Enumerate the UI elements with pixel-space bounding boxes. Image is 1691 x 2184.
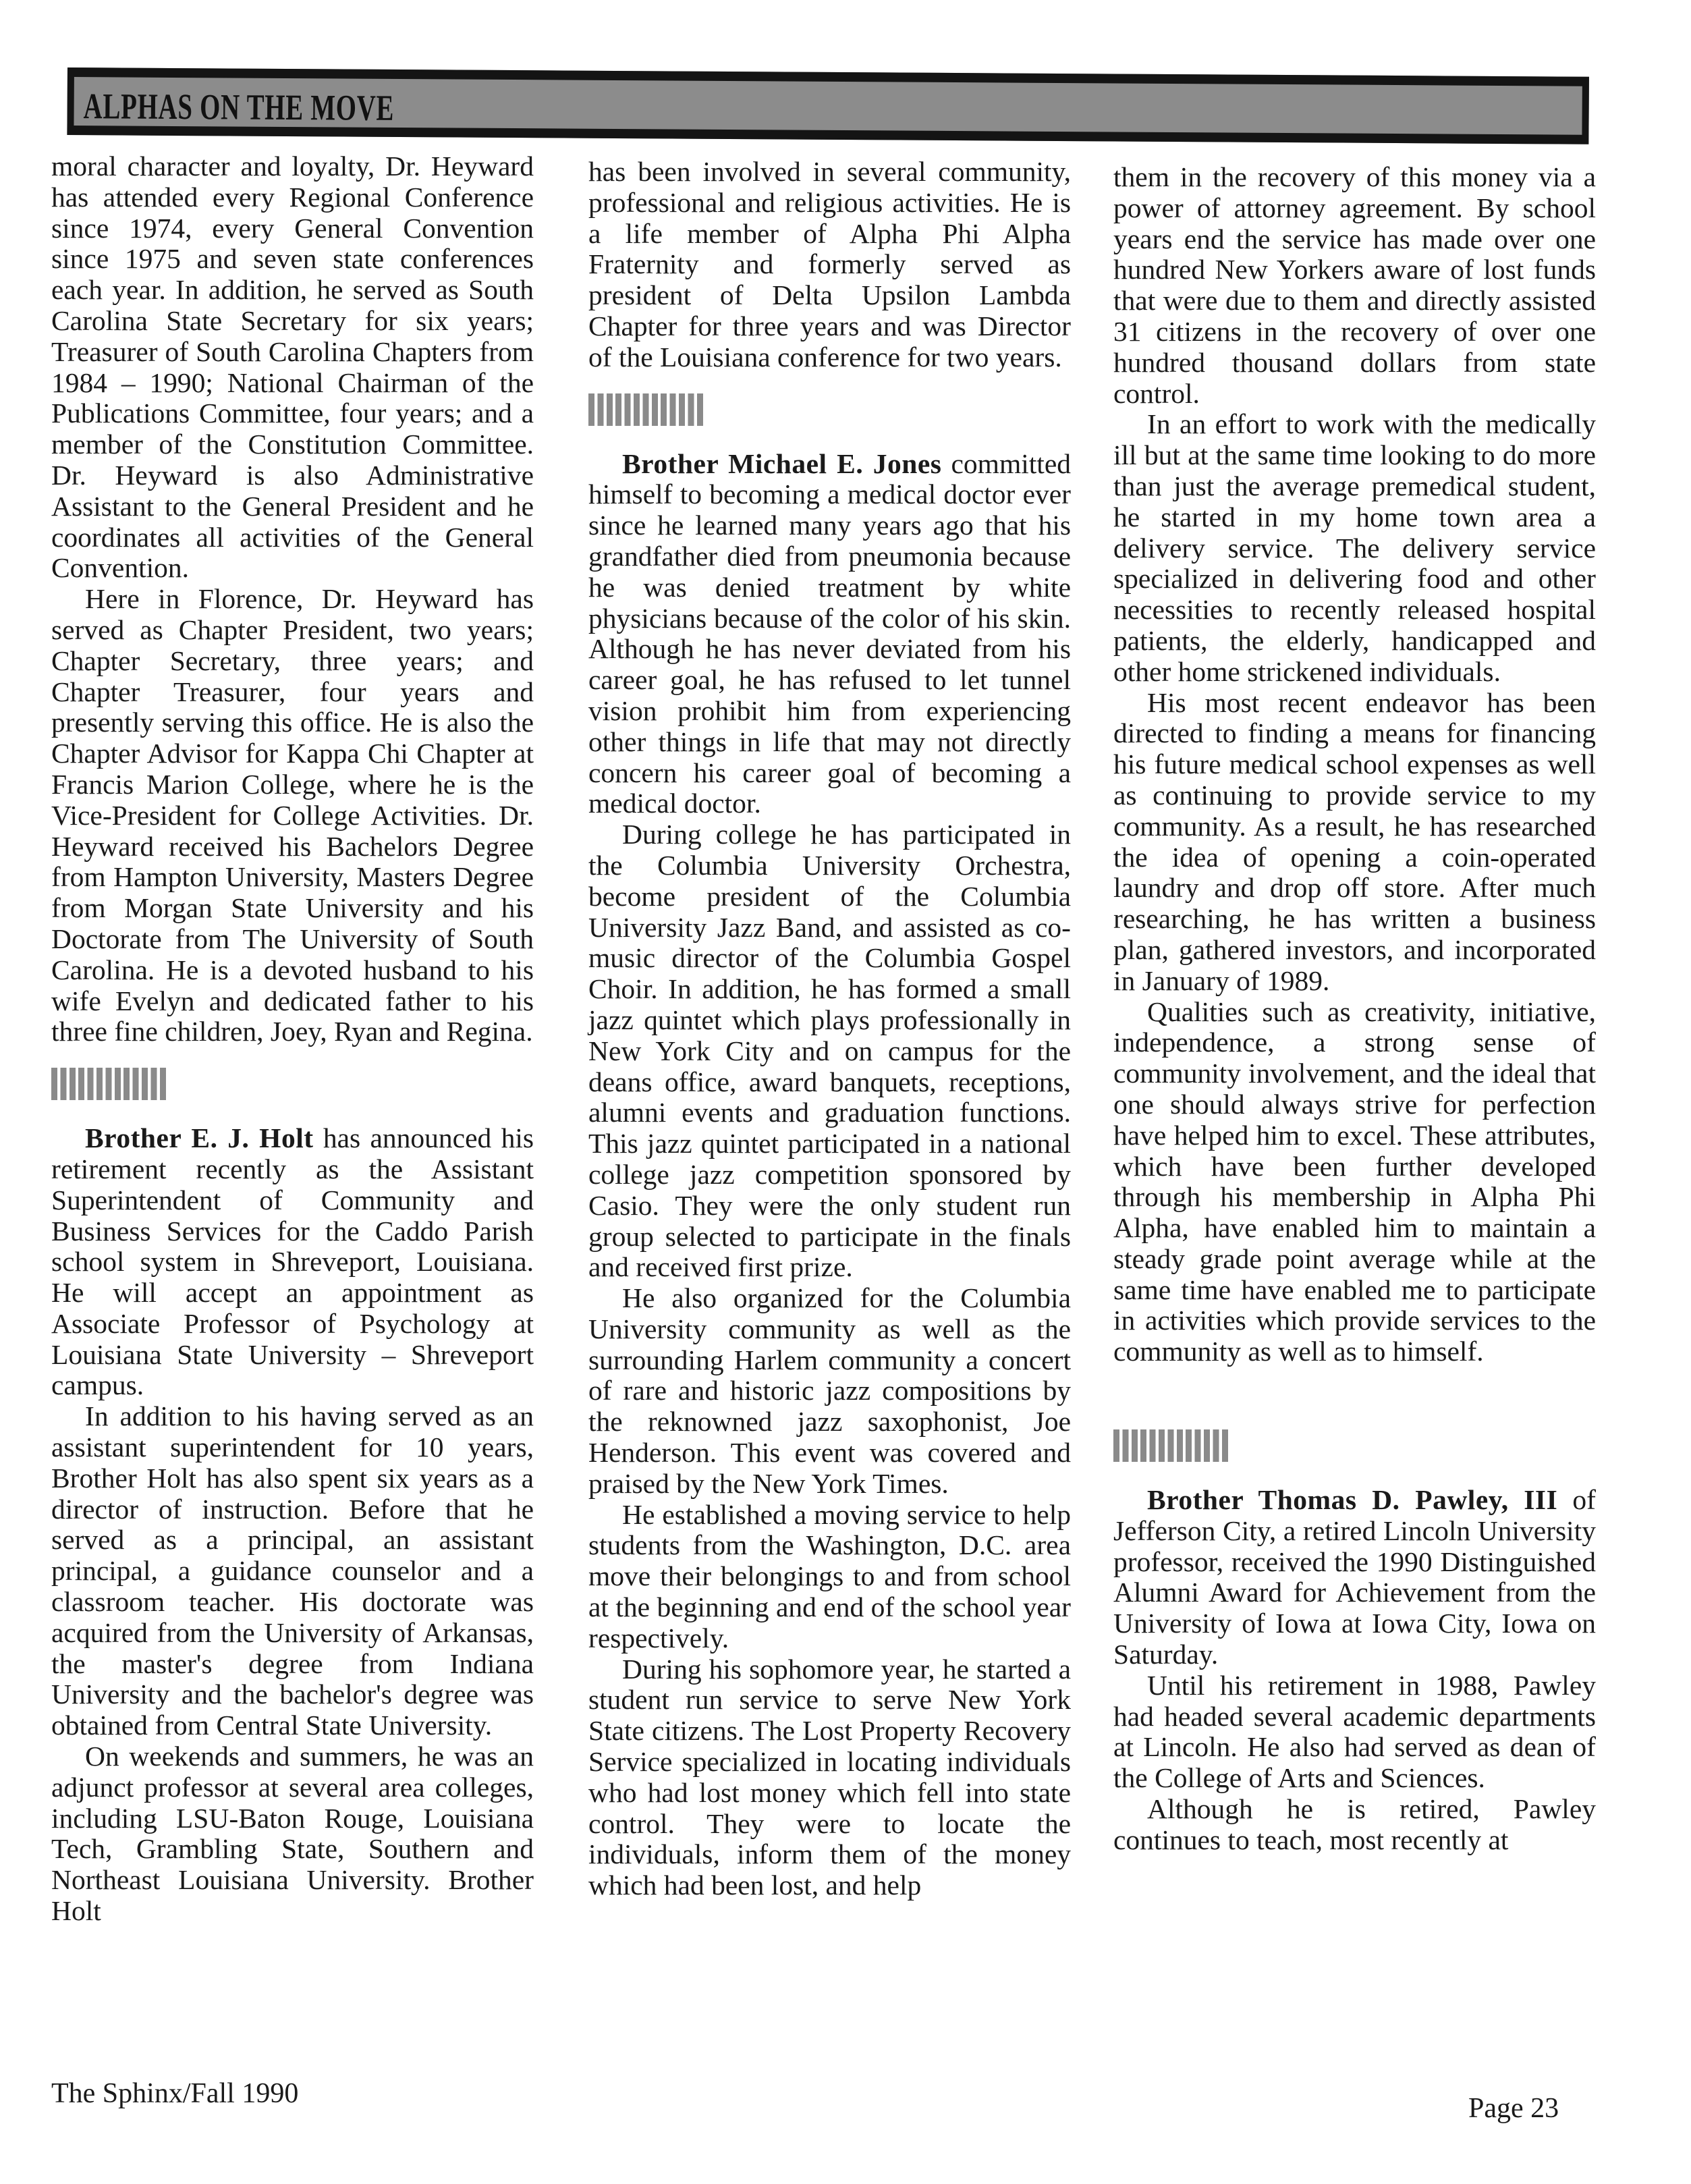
section-divider-bars bbox=[1113, 1429, 1231, 1462]
paragraph: Qualities such as creativity, initiative, independence, a strong sense of community involvement, and the ideal that one should always strive for perfection have helped him to excel. These attributes, which have been further developed through his membership in Alpha Phi Alpha, have enabled him to maintain a steady grade point average while at the same time have enabled me to participate in activities which provide services to the community as well as to himself. bbox=[1113, 995, 1596, 1367]
person-name: Brother Thomas D. Pawley, III bbox=[1147, 1484, 1558, 1516]
person-name: Brother E. J. Holt bbox=[85, 1122, 314, 1154]
paragraph: On weekends and summers, he was an adjunct professor at several area colleges, including LSU-Baton Rouge, Louisiana Tech, Grambling State, Southern and Northeast Louisiana University. Brother Holt bbox=[51, 1741, 534, 1927]
paragraph-text: of Jefferson City, a retired Lincoln University professor, received the 1990 Distinguished Alumni Award for Achievement from the University of Iowa at Iowa City, Iowa on Saturday. bbox=[1113, 1484, 1596, 1670]
paragraph: His most recent endeavor has been directed to finding a means for financing his future medical school expenses as well as continuing to provide service to my community. As a result, he has researched the idea of opening a coin-operated laundry and drop off store. After much researching, he has written a business plan, gathered investors, and incorporated in January of 1989. bbox=[1113, 686, 1596, 996]
section-divider-bars bbox=[51, 1068, 169, 1100]
section-header-banner bbox=[67, 67, 1589, 144]
paragraph bbox=[588, 449, 1071, 820]
paragraph: Until his retirement in 1988, Pawley had headed several academic departments at Lincoln. He also had served as dean of the College of Arts and Sciences. bbox=[1113, 1669, 1596, 1794]
paragraph: them in the recovery of this money via a power of attorney agreement. By school years end the service has made over one hundred New Yorkers aware of lost funds that were due to them and directly assisted 31 citizens in the recovery of over one hundred thousand dollars from state control. bbox=[1113, 161, 1596, 409]
paragraph: In an effort to work with the medically ill but at the same time looking to do more than just the average premedical student, he started in my home town area a delivery service. The delivery service specialized in delivering food and other necessities to recently released hospital patients, the elderly, handicapped and other home strickened individuals. bbox=[1113, 408, 1596, 687]
paragraph bbox=[51, 1123, 534, 1401]
paragraph: Here in Florence, Dr. Heyward has served as Chapter President, two years; Chapter Secretary, three years; and Chapter Treasurer, four years and presently serving this office. He is also the Chapter Advisor for Kappa Chi Chapter at Francis Marion College, where he is the Vice-President for College Activities. Dr. Heyward received his Bachelors Degree from Hampton University, Masters Degree from Morgan State University and his Doctorate from The University of South Carolina. He is a devoted husband to his wife Evelyn and dedicated father to his three fine children, Joey, Ryan and Regina. bbox=[51, 583, 534, 1047]
paragraph: moral character and loyalty, Dr. Heyward has attended every Regional Conference since 1974, every General Convention since 1975 and seven state conferences each year. In addition, he served as South Carolina State Secretary for six years; Treasurer of South Carolina Chapters from 1984 – 1990; National Chairman of the Publications Committee, four years; and a member of the Constitution Committee. Dr. Heyward is also Administrative Assistant to the General President and he coordinates all activities of the General Convention. bbox=[51, 151, 534, 584]
paragraph: He established a moving service to help students from the Washington, D.C. area move their belongings to and from school at the beginning and end of the school year respectively. bbox=[588, 1498, 1071, 1654]
paragraph: During college he has participated in the Columbia University Orchestra, become president of the Columbia University Jazz Band, and assisted as co-music director of the Columbia Gospel Choir. In addition, he has formed a small jazz quintet which plays professionally in New York City and on campus for the deans office, award banquets, receptions, alumni events and graduation functions. This jazz quintet participated in a national college jazz competition sponsored by Casio. They were the only student run group selected to participate in the finals and received first prize. bbox=[588, 819, 1071, 1283]
paragraph bbox=[1113, 1485, 1596, 1670]
paragraph: He also organized for the Columbia University community as well as the surrounding Harlem community a concert of rare and historic jazz compositions by the reknowned jazz saxophonist, Joe Henderson. This event was covered and praised by the New York Times. bbox=[588, 1282, 1071, 1499]
paragraph-text: committed himself to becoming a medical doctor ever since he learned many years ago that his grandfather died from pneumonia because he was denied treatment by white physicians because of the color of his skin. Although he has never deviated from his career goal, he has refused to let tunnel vision prohibit him from experiencing other things in life that may not directly concern his career goal of becoming a medical doctor. bbox=[588, 447, 1071, 819]
column-3 bbox=[1113, 162, 1596, 1856]
column-2 bbox=[588, 157, 1071, 1901]
page-number: Page 23 bbox=[1468, 2093, 1559, 2124]
section-divider-bars bbox=[588, 393, 706, 426]
column-1 bbox=[51, 151, 534, 1927]
paragraph: During his sophomore year, he started a student run service to serve New York State citizens. The Lost Property Recovery Service specialized in locating individuals who had lost money which fell into state control. They were to locate the individuals, inform them of the money which had been lost, and help bbox=[588, 1653, 1071, 1901]
person-name: Brother Michael E. Jones bbox=[622, 447, 942, 479]
paragraph: has been involved in several community, professional and religious activities. He is a life member of Alpha Phi Alpha Fraternity and formerly served as president of Delta Upsilon Lambda Chapter for three years and was Director of the Louisiana conference for two years. bbox=[588, 156, 1071, 373]
section-title: ALPHAS ON THE MOVE bbox=[83, 86, 395, 128]
paragraph: Although he is retired, Pawley continues to teach, most recently at bbox=[1113, 1793, 1596, 1855]
publication-footer: The Sphinx/Fall 1990 bbox=[51, 2078, 299, 2109]
paragraph: In addition to his having served as an assistant superintendent for 10 years, Brother Holt has also spent six years as a director of instruction. Before that he served as a principal, an assistant principal, a guidance counselor and a classroom teacher. His doctorate was acquired from the University of Arkansas, the master's degree from Indiana University and the bachelor's degree was obtained from Central State University. bbox=[51, 1400, 534, 1741]
paragraph-text: has announced his retirement recently as the Assistant Superintendent of Community and Business Services for the Caddo Parish school system in Shreveport, Louisiana. He will accept an appointment as Associate Professor of Psychology at Louisiana State University – Shreveport campus. bbox=[51, 1122, 534, 1401]
